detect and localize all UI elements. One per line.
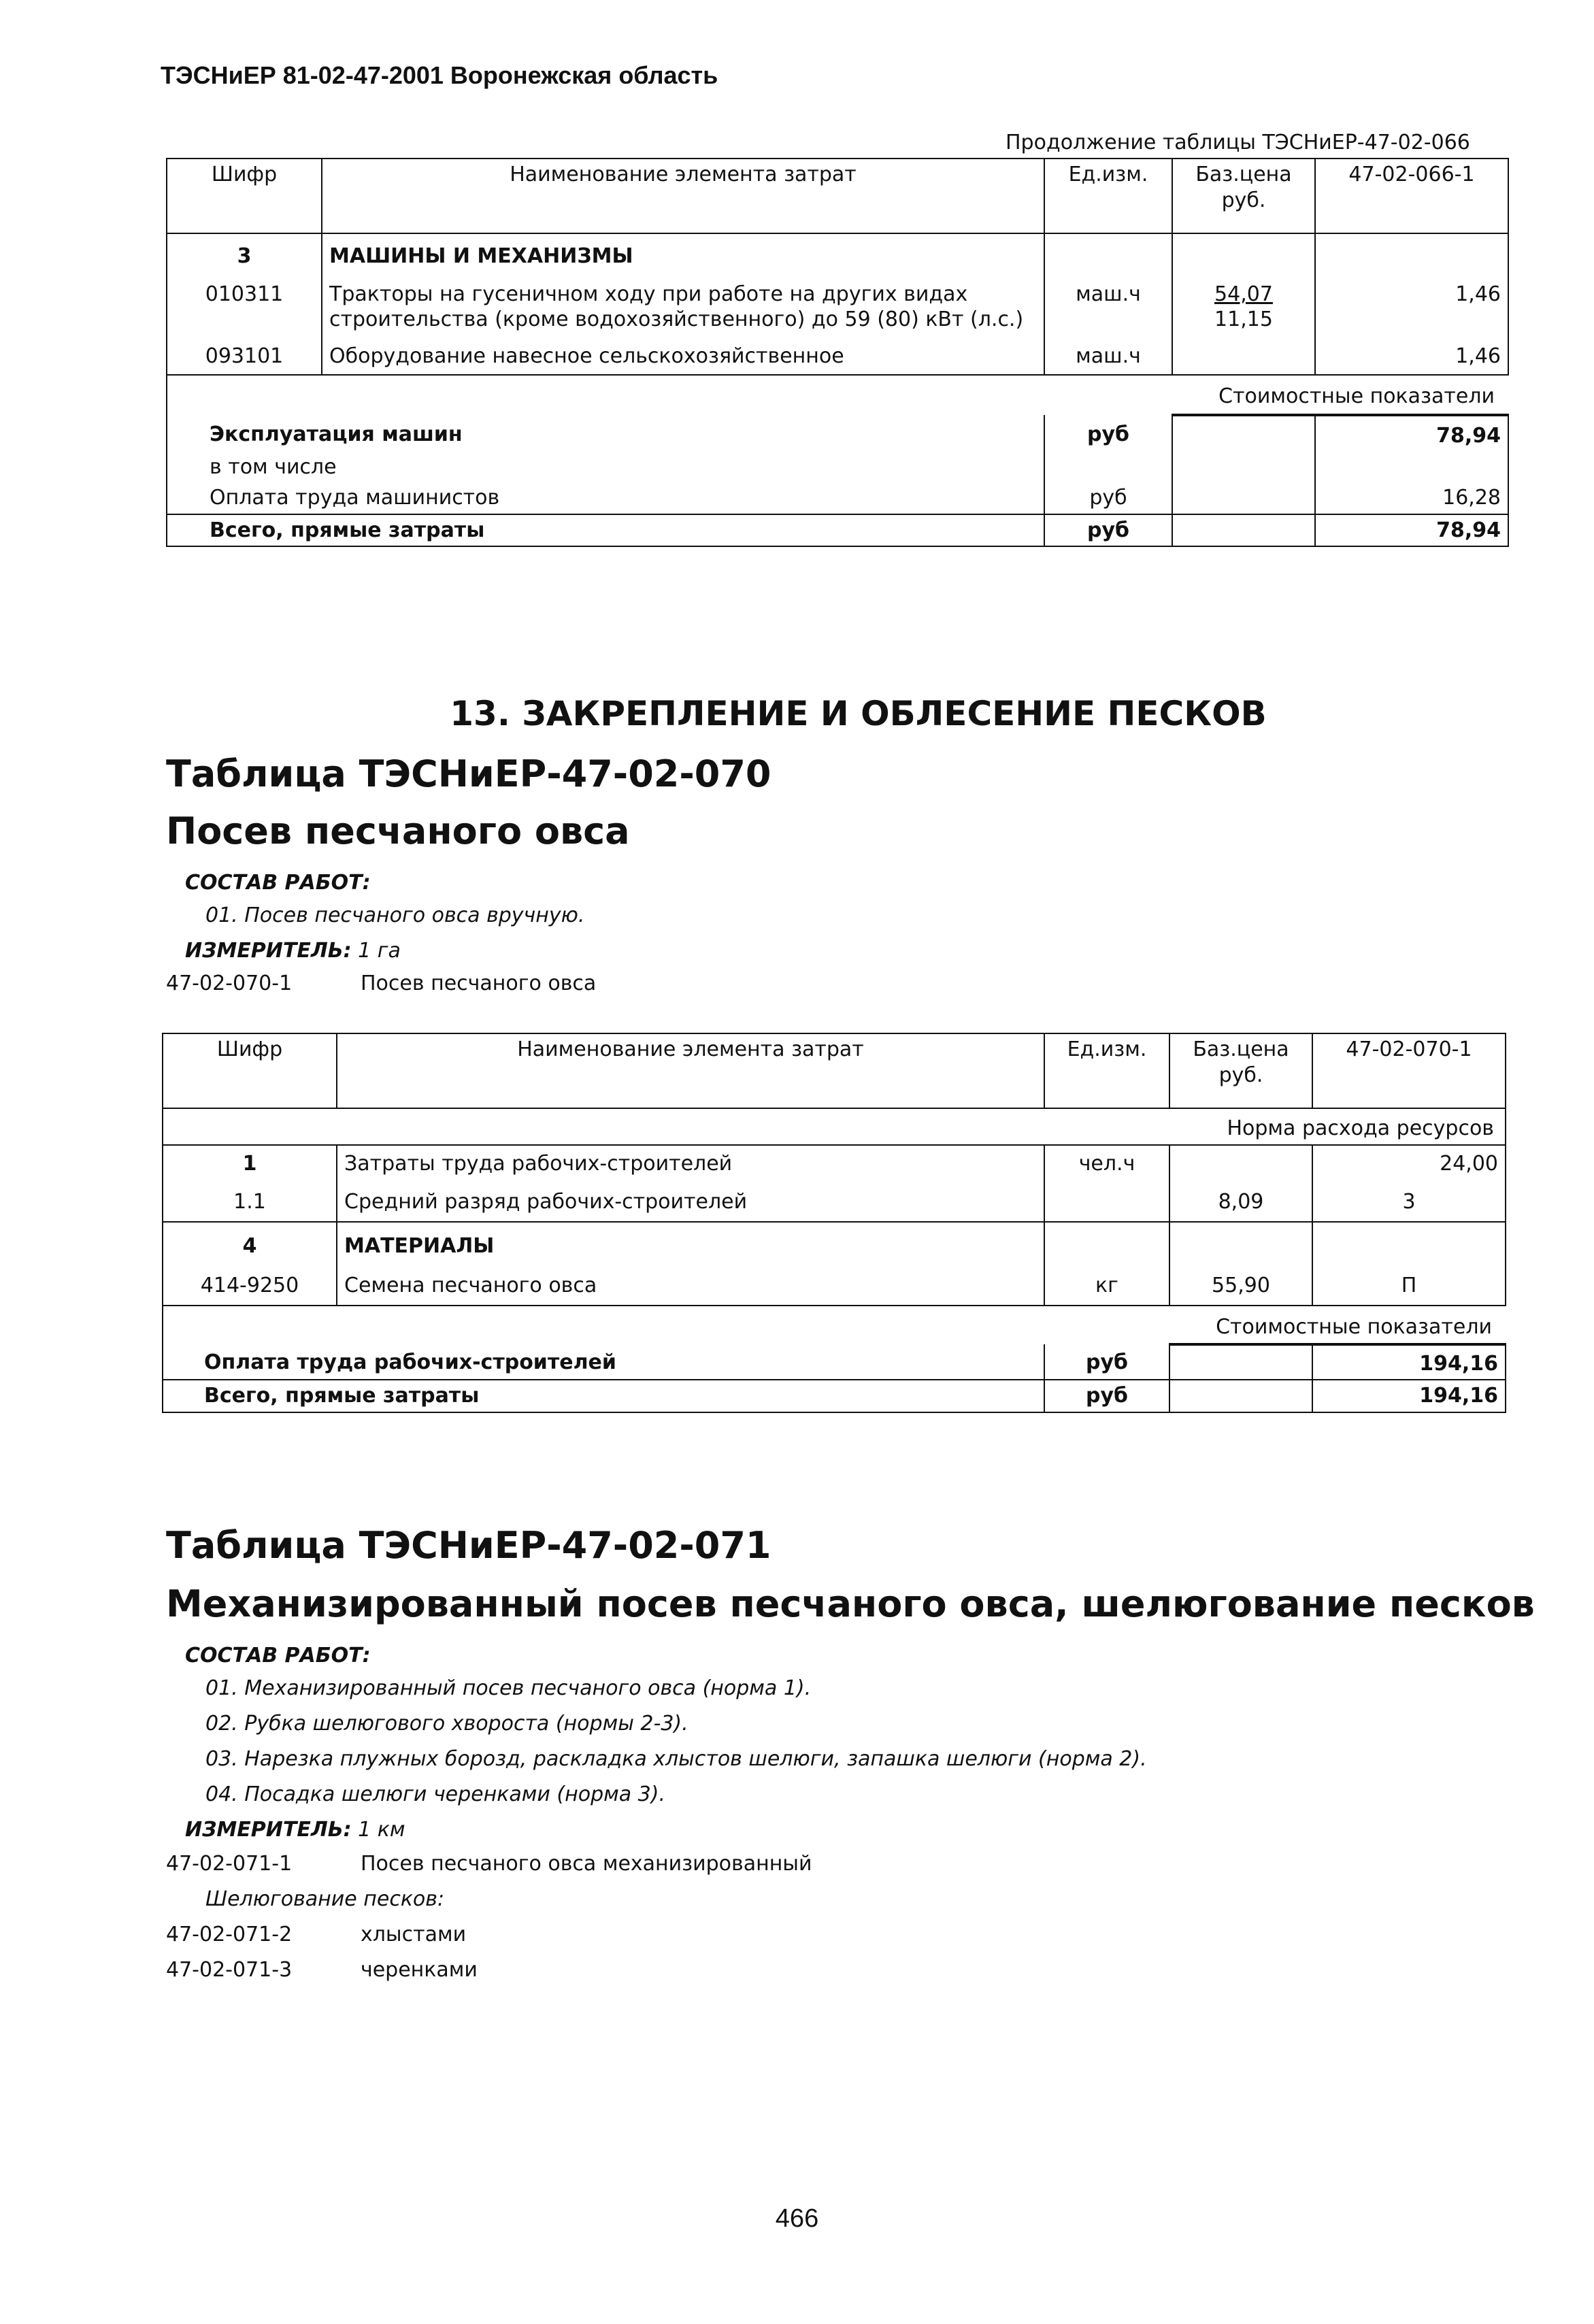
cost-value: 194,16 — [1312, 1344, 1506, 1380]
norm-code: 47-02-070-1 — [166, 972, 293, 995]
row-name: Оборудование навесное сельскохозяйственное — [322, 335, 1044, 376]
row-price — [1172, 272, 1315, 335]
table-subtitle: Посев песчаного овса — [166, 810, 630, 852]
row-unit: кг — [1044, 1262, 1169, 1306]
group-label: Шелюгование песков: — [205, 1887, 445, 1911]
row-name: Семена песчаного овса — [337, 1262, 1044, 1306]
cost-name: Оплата труда рабочих-строителей — [163, 1344, 1044, 1380]
table-subtitle: Механизированный посев песчаного овса, шелюгование песков — [166, 1582, 1535, 1625]
row-code: 414-9250 — [163, 1262, 337, 1306]
row-unit: маш.ч — [1044, 335, 1172, 376]
col-header-norm: 47-02-066-1 — [1315, 159, 1508, 233]
norm-name: хлыстами — [361, 1923, 467, 1946]
work-item: 03. Нарезка плужных борозд, раскладка хлыстов шелюги, запашка шелюги (норма 2). — [205, 1747, 1147, 1771]
cost-unit — [1044, 452, 1172, 483]
col-header-code: Шифр — [167, 159, 322, 233]
cost-row — [167, 452, 1508, 483]
cost-name: Всего, прямые затраты — [167, 514, 1044, 547]
col-header-unit: Ед.изм. — [1044, 159, 1172, 233]
table-continuation-caption: Продолжение таблицы ТЭСНиЕР-47-02-066 — [1006, 131, 1470, 154]
cost-unit: руб — [1044, 415, 1172, 452]
section-name: МАТЕРИАЛЫ — [337, 1222, 1044, 1262]
row-name: Средний разряд рабочих-строителей — [337, 1180, 1044, 1223]
cost-value — [1315, 452, 1508, 483]
norm-name: Посев песчаного овса — [361, 972, 597, 995]
norm-label: Норма расхода ресурсов — [1169, 1108, 1506, 1145]
col-header-unit: Ед.изм. — [1044, 1033, 1169, 1108]
row-code: 1 — [163, 1145, 337, 1180]
norm-name: черенками — [361, 1958, 478, 1982]
cost-value: 16,28 — [1315, 482, 1508, 514]
norm-label-row — [163, 1108, 1506, 1145]
section-code: 4 — [163, 1222, 337, 1262]
section-heading: 13. ЗАКРЕПЛЕНИЕ И ОБЛЕСЕНИЕ ПЕСКОВ — [450, 694, 1267, 733]
work-item: 01. Посев песчаного овса вручную. — [205, 903, 585, 927]
section-name: МАШИНЫ И МЕХАНИЗМЫ — [322, 233, 1044, 272]
cost-row — [167, 415, 1508, 452]
cost-row — [163, 1344, 1506, 1380]
row-value: 3 — [1312, 1180, 1506, 1223]
table-header-row — [167, 159, 1508, 233]
work-item: 04. Посадка шелюги черенками (норма 3). — [205, 1782, 666, 1806]
section-code: 3 — [167, 233, 322, 272]
table-row — [167, 335, 1508, 376]
row-value: П — [1312, 1262, 1506, 1306]
measure — [185, 1818, 405, 1842]
cost-row — [167, 514, 1508, 547]
works-label: СОСТАВ РАБОТ: — [185, 871, 371, 895]
row-name: Тракторы на гусеничном ходу при работе на других видах строительства (кроме водохозяйственного) до 59 (80) кВт (л.с.) — [322, 272, 1044, 335]
cost-value: 78,94 — [1315, 514, 1508, 547]
cost-unit: руб — [1044, 514, 1172, 547]
measure-value: 1 га — [358, 939, 401, 963]
measure-value: 1 км — [358, 1818, 405, 1842]
cost-row — [163, 1380, 1506, 1412]
row-code: 010311 — [167, 272, 322, 335]
cost-label: Стоимостные показатели — [1172, 375, 1508, 415]
cost-unit: руб — [1044, 482, 1172, 514]
row-price: 55,90 — [1169, 1262, 1312, 1306]
cost-name: Оплата труда машинистов — [167, 482, 1044, 514]
col-header-code: Шифр — [163, 1033, 337, 1108]
col-header-price: Баз.цена руб. — [1169, 1033, 1312, 1108]
table-row — [163, 1262, 1506, 1306]
table-title: Таблица ТЭСНиЕР-47-02-070 — [166, 752, 771, 795]
col-header-price: Баз.цена руб. — [1172, 159, 1315, 233]
cost-value: 194,16 — [1312, 1380, 1506, 1412]
row-value: 1,46 — [1315, 272, 1508, 335]
cost-label-row — [163, 1306, 1506, 1344]
table-row — [163, 1145, 1506, 1180]
page-number: 466 — [775, 2204, 819, 2233]
norm-code: 47-02-071-3 — [166, 1958, 293, 1982]
col-header-norm: 47-02-070-1 — [1312, 1033, 1506, 1108]
table-row — [163, 1180, 1506, 1223]
row-price: 8,09 — [1169, 1180, 1312, 1223]
measure-label: ИЗМЕРИТЕЛЬ: — [185, 1818, 352, 1842]
section-row — [167, 233, 1508, 272]
norm-code: 47-02-071-2 — [166, 1923, 293, 1946]
row-unit: маш.ч — [1044, 272, 1172, 335]
cost-label: Стоимостные показатели — [1169, 1306, 1506, 1344]
cost-row — [167, 482, 1508, 514]
cost-unit: руб — [1044, 1380, 1169, 1412]
norm-name: Посев песчаного овса механизированный — [361, 1852, 812, 1876]
cost-label-row — [167, 375, 1508, 415]
col-header-name: Наименование элемента затрат — [337, 1033, 1044, 1108]
running-header: ТЭСНиЕР 81-02-47-2001 Воронежская область — [161, 61, 718, 89]
table-row — [167, 272, 1508, 335]
cost-name: в том числе — [167, 452, 1044, 483]
work-item: 02. Рубка шелюгового хвороста (нормы 2-3). — [205, 1712, 688, 1736]
row-value: 1,46 — [1315, 335, 1508, 376]
row-code: 093101 — [167, 335, 322, 376]
col-header-name: Наименование элемента затрат — [322, 159, 1044, 233]
row-code: 1.1 — [163, 1180, 337, 1223]
work-item: 01. Механизированный посев песчаного овса (норма 1). — [205, 1676, 812, 1700]
section-row — [163, 1222, 1506, 1262]
table-47-02-066-continued — [166, 158, 1509, 547]
cost-unit: руб — [1044, 1344, 1169, 1380]
price-top: 54,07 — [1214, 282, 1273, 306]
row-value: 24,00 — [1312, 1145, 1506, 1180]
row-unit: чел.ч — [1044, 1145, 1169, 1180]
table-header-row — [163, 1033, 1506, 1108]
cost-value: 78,94 — [1315, 415, 1508, 452]
measure — [185, 939, 401, 963]
cost-name: Всего, прямые затраты — [163, 1380, 1044, 1412]
price-bottom: 11,15 — [1214, 308, 1273, 331]
table-47-02-070 — [162, 1033, 1506, 1413]
row-name: Затраты труда рабочих-строителей — [337, 1145, 1044, 1180]
measure-label: ИЗМЕРИТЕЛЬ: — [185, 939, 352, 963]
table-title: Таблица ТЭСНиЕР-47-02-071 — [166, 1524, 771, 1567]
works-label: СОСТАВ РАБОТ: — [185, 1644, 371, 1667]
norm-code: 47-02-071-1 — [166, 1852, 293, 1876]
cost-name: Эксплуатация машин — [167, 415, 1044, 452]
